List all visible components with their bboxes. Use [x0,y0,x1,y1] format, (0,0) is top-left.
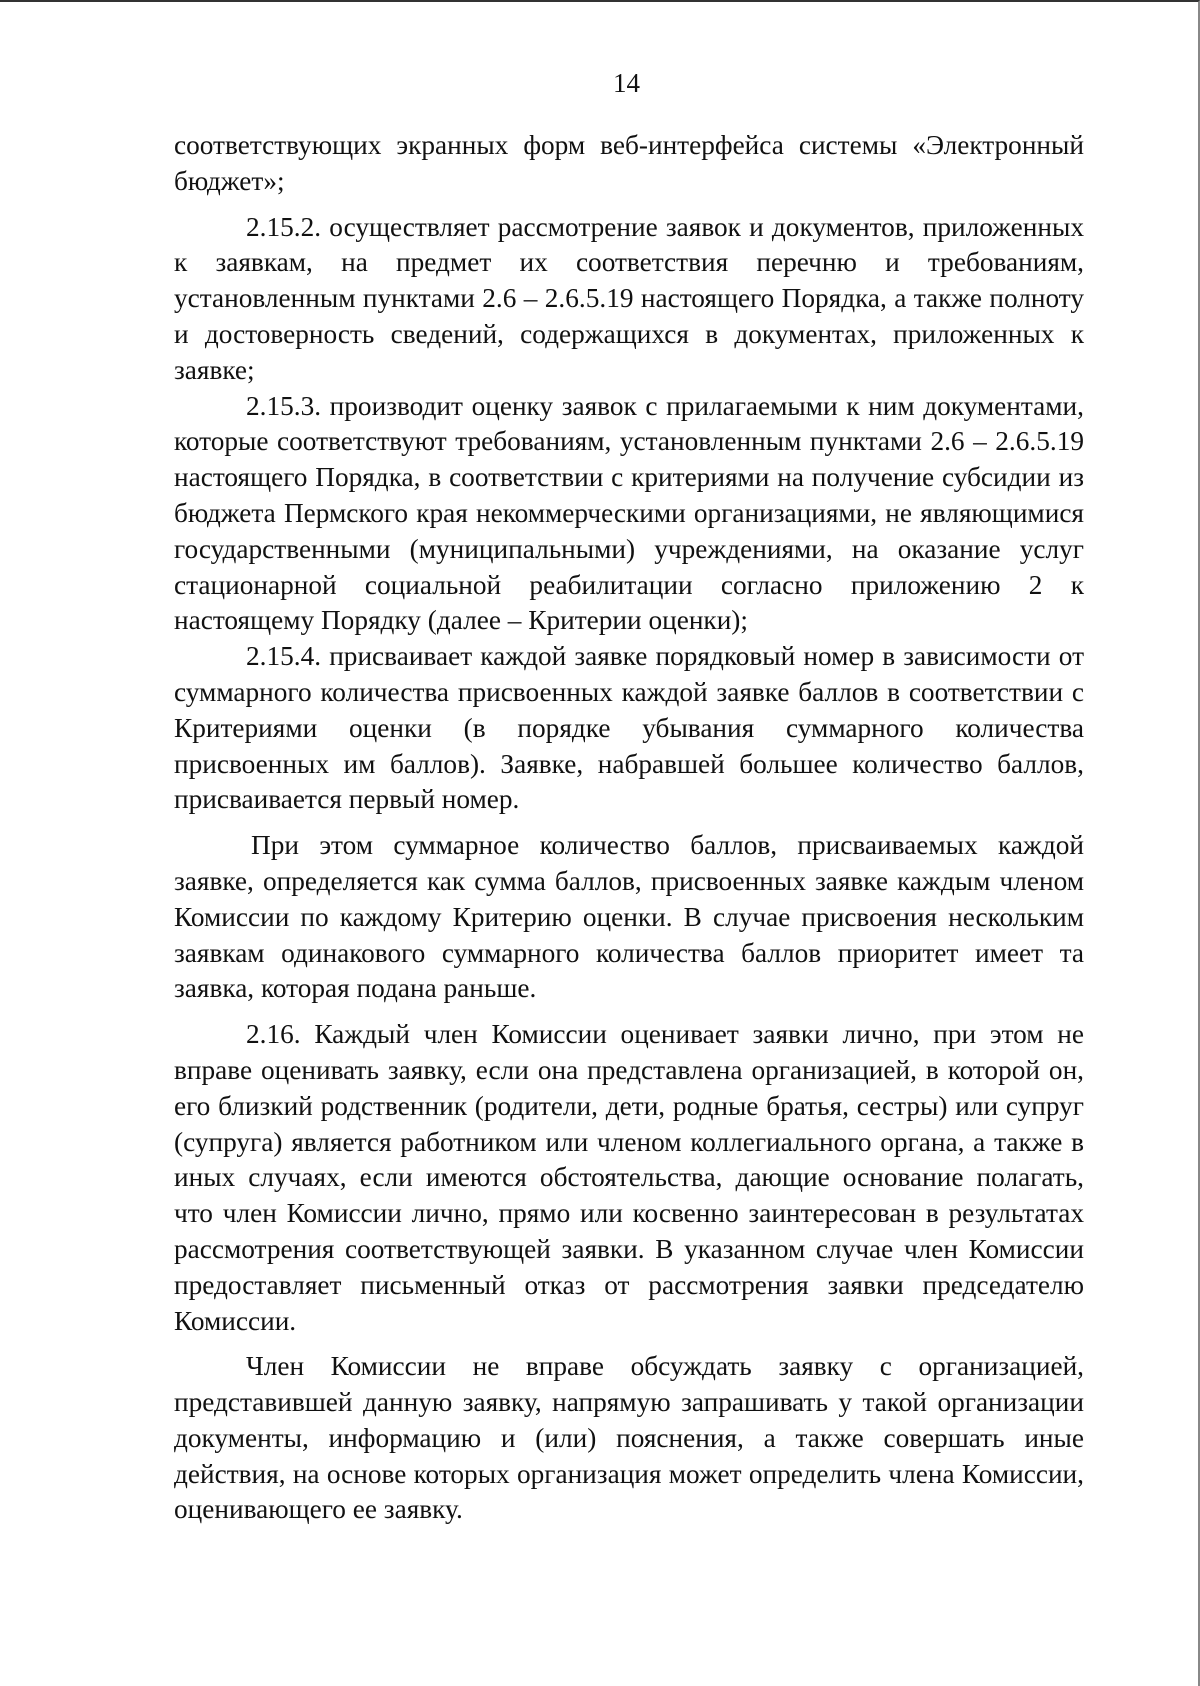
paragraph-2-15-3: 2.15.3. производит оценку заявок с прилагаемыми к ним документами, которые соответствуют требованиям, установленным пунктами 2.6 – 2.6.5.19 настоящего Порядка, в соответствии с критериями на получение субсидии из бюджета Пермского края некоммерческими организациями, не являющимися государственными (муниципальными) учреждениями, на оказание услуг стационарной социальной реабилитации согласно приложению 2 к настоящему Порядку (далее – Критерии оценки); [174,390,1084,636]
paragraph-continuation: соответствующих экранных форм веб-интерфейса системы «Электронный бюджет»; [174,130,1084,196]
paragraph-member-restrictions: Член Комиссии не вправе обсуждать заявку с организацией, представившей данную заявку, напрямую запрашивать у такой организации документы, информацию и (или) пояснения, а также совершать иные действия, на основе которых организация может определить члена Комиссии, оценивающего ее заявку. [174,1351,1084,1525]
paragraph-scoring-rule: При этом суммарное количество баллов, присваиваемых каждой заявке, определяется как сумма баллов, присвоенных заявке каждым членом Комиссии по каждому Критерию оценки. В случае присвоения нескольким заявкам одинакового суммарного количества баллов приоритет имеет та заявка, которая подана раньше. [174,830,1084,1004]
paragraph-2-16: 2.16. Каждый член Комиссии оценивает заявки лично, при этом не вправе оценивать заявку, если она представлена организацией, в которой он, его близкий родственник (родители, дети, родные братья, сестры) или супруг (супруга) является работником или членом коллегиального органа, а также в иных случаях, если имеются обстоятельства, дающие основание полагать, что член Комиссии лично, прямо или косвенно заинтересован в результатах рассмотрения соответствующей заявки. В указанном случае член Комиссии предоставляет письменный отказ от рассмотрения заявки председателю Комиссии. [174,1019,1084,1336]
paragraph-2-15-2: 2.15.2. осуществляет рассмотрение заявок и документов, приложенных к заявкам, на предмет их соответствия перечню и требованиям, установленным пунктами 2.6 – 2.6.5.19 настоящего Порядка, а также полноту и достоверность сведений, содержащихся в документах, приложенных к заявке; [174,211,1084,385]
paragraph-2-15-4: 2.15.4. присваивает каждой заявке порядковый номер в зависимости от суммарного количества присвоенных каждой заявке баллов в соответствии с Критериями оценки (в порядке убывания суммарного количества присвоенных им баллов). Заявке, набравшей большее количество баллов, присваивается первый номер. [174,641,1084,815]
page-number: 14 [613,68,640,98]
document-body [174,128,1084,1528]
